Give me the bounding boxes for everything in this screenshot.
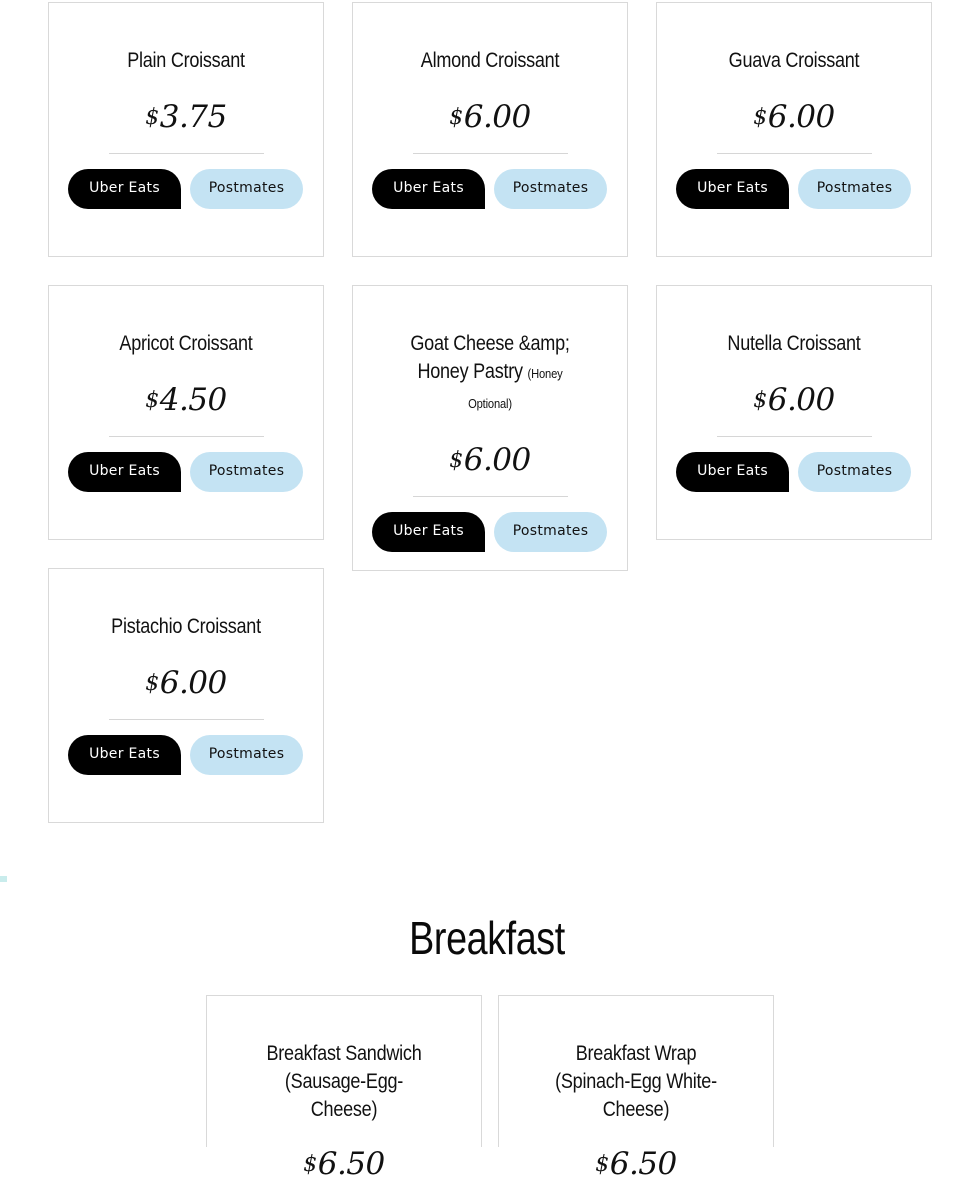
postmates-button[interactable]: Postmates — [494, 169, 607, 209]
uber-eats-button[interactable]: Uber Eats — [676, 169, 789, 209]
uber-eats-button[interactable]: Uber Eats — [68, 735, 181, 775]
product-name: Plain Croissant — [127, 49, 245, 72]
product-note: (Honey Optional) — [468, 366, 563, 411]
order-buttons — [68, 169, 304, 209]
divider — [717, 153, 872, 154]
uber-eats-button[interactable]: Uber Eats — [68, 452, 181, 492]
product-price: $6.50 — [595, 1146, 677, 1182]
product-card — [656, 2, 932, 257]
product-name: Breakfast Wrap (Spinach-Egg White-Cheese) — [555, 1042, 717, 1121]
postmates-button[interactable]: Postmates — [494, 512, 607, 552]
product-price: $6.00 — [753, 382, 835, 418]
product-card — [352, 2, 628, 257]
divider — [109, 153, 264, 154]
product-price: $6.00 — [449, 99, 531, 135]
order-buttons — [676, 169, 912, 209]
postmates-button[interactable]: Postmates — [190, 735, 303, 775]
product-price: $4.50 — [145, 382, 227, 418]
product-name: Breakfast Sandwich (Sausage-Egg-Cheese) — [266, 1042, 422, 1121]
uber-eats-button[interactable]: Uber Eats — [68, 169, 181, 209]
order-buttons — [372, 512, 608, 552]
product-name: Apricot Croissant — [119, 332, 253, 355]
divider — [413, 496, 568, 497]
divider — [109, 719, 264, 720]
product-price: $6.00 — [753, 99, 835, 135]
product-card — [48, 568, 324, 823]
postmates-button[interactable]: Postmates — [190, 452, 303, 492]
order-buttons — [676, 452, 912, 492]
divider — [413, 153, 568, 154]
product-card — [48, 2, 324, 257]
product-name: Nutella Croissant — [727, 332, 861, 355]
product-card — [656, 285, 932, 540]
uber-eats-button[interactable]: Uber Eats — [372, 169, 485, 209]
product-price: $6.00 — [449, 442, 531, 478]
order-buttons — [68, 735, 304, 775]
product-card — [352, 285, 628, 571]
uber-eats-button[interactable]: Uber Eats — [676, 452, 789, 492]
product-card — [206, 995, 482, 1182]
postmates-button[interactable]: Postmates — [190, 169, 303, 209]
postmates-button[interactable]: Postmates — [798, 169, 911, 209]
order-buttons — [68, 452, 304, 492]
product-name: Goat Cheese &amp; Honey Pastry (Honey Optional) — [410, 332, 570, 411]
postmates-button[interactable]: Postmates — [798, 452, 911, 492]
divider — [717, 436, 872, 437]
product-name: Pistachio Croissant — [111, 615, 261, 638]
product-price: $3.75 — [145, 99, 227, 135]
divider — [109, 436, 264, 437]
product-name: Almond Croissant — [420, 49, 560, 72]
order-buttons — [372, 169, 608, 209]
product-price: $6.50 — [303, 1146, 385, 1182]
section-title: Breakfast — [409, 912, 565, 964]
uber-eats-button[interactable]: Uber Eats — [372, 512, 485, 552]
product-card — [48, 285, 324, 540]
product-name: Guava Croissant — [728, 49, 860, 72]
product-price: $6.00 — [145, 665, 227, 701]
decorative-mark — [0, 876, 7, 882]
product-card — [498, 995, 774, 1182]
